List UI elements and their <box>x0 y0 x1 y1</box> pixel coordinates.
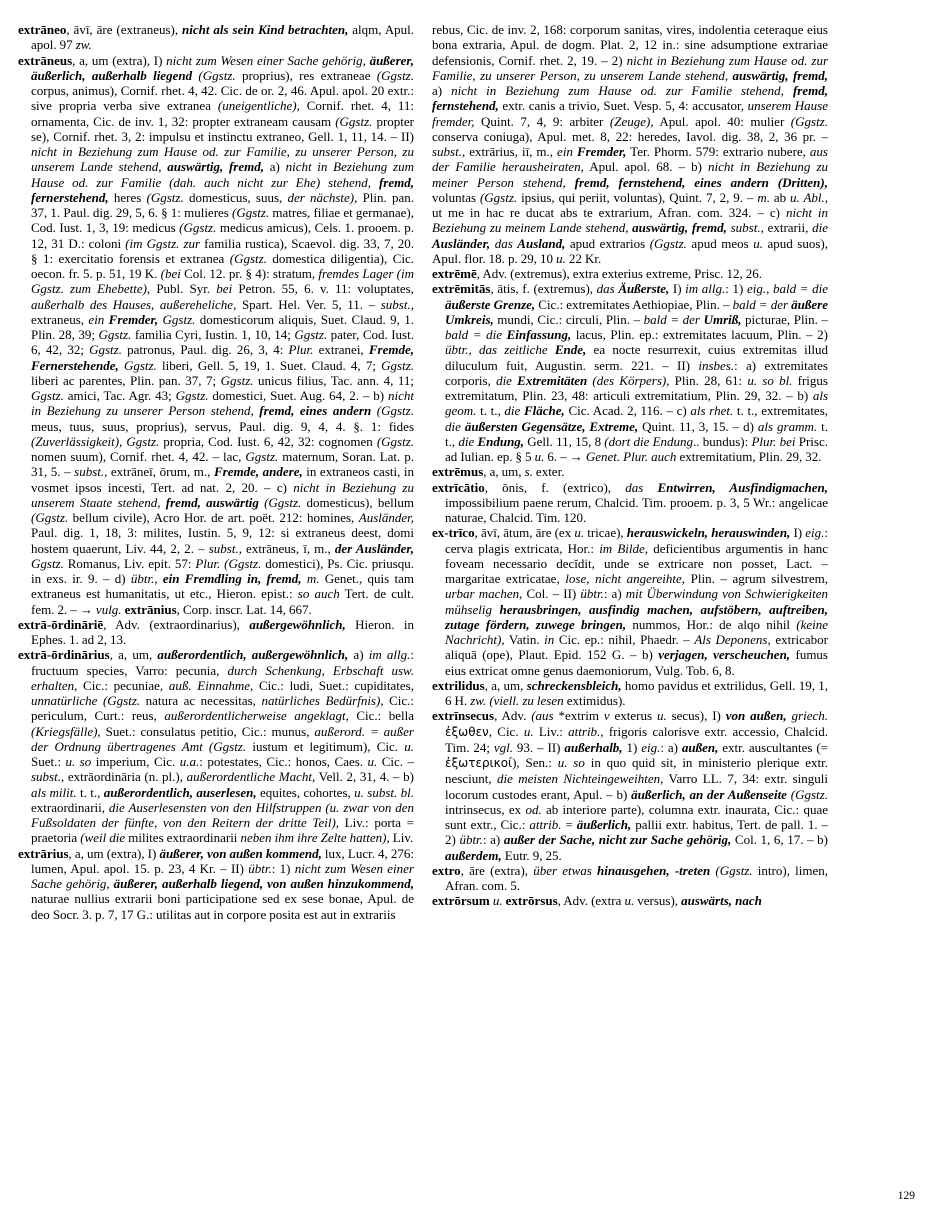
left-column <box>18 22 414 922</box>
dictionary-entry-extricatio: extrīcātio, ōnis, f. (extrico), das Entwirren, Ausfindigmachen, impossibilium paene rerum, Chalcid. Tim. prooem. p. 3, 5 Wr.: angelicae naturae, Chalcid. Tim. 120. <box>432 479 828 525</box>
dictionary-entry-extrilidus: extrilidus, a, um, schreckensbleich, homo pavidus et extrilidus, Gell. 19, 1, 6 H. zw. (viell. zu lesen extimidus). <box>432 677 828 708</box>
page-number: 129 <box>897 1190 915 1202</box>
dictionary-entry-extrorsum: extrōrsum u. extrōrsus, Adv. (extra u. versus), auswärts, nach <box>432 893 762 909</box>
dictionary-entry-extreme: extrēmē, Adv. (extremus), extra exterius extreme, Prisc. 12, 26. <box>432 266 763 281</box>
dictionary-entry-extro: extro, āre (extra), über etwas hinausgehen, -treten (Ggstz. intro), limen, Afran. com. 5. <box>432 862 828 893</box>
page-columns <box>18 22 917 922</box>
dictionary-entry-extrarius-cont: rebus, Cic. de inv. 2, 168: corporum sanitas, vires, indolentia ceteraque eius bona extraria, Apul. de dogm. Plat. 2, 12 in.: sine adsumptione extrariae defensionis, Cornif. rhet. 2, 19. – 2) nicht in Beziehung zum Hause od. zur Familie, zu unserer Person, zu unserem Lande stehend, auswärtig, fremd, a) nicht in Beziehung zum Hause od. zur Familie stehend, fremd, fernstehend, extr. canis a trivio, Suet. Vesp. 5, 4: accusator, unserem Hause fremder, Quint. 7, 4, 9: arbiter (Zeuge), Apul. apol. 40: mulier (Ggstz. conserva coniuga), Apul. met. 8, 22: heredes, Iavol. dig. 38, 2, 36 pr. – subst., extrārius, iī, m., ein Fremder, Ter. Phorm. 579: extrario nubere, aus der Familie herausheiraten, Apul. apol. 68. – b) nicht in Beziehung zu meiner Person stehend, fremd, fernstehend, eines andern (Dritten), voluntas (Ggstz. ipsius, qui periit, voluntas), Quint. 7, 2, 9. – m. ab u. Abl., ut me in hac re ducat abs te extrarium, Afran. com. 324. – c) nicht in Beziehung zu meinem Lande stehend, auswärtig, fremd, subst., extrarii, die Ausländer, das Ausland, apud extrarios (Ggstz. apud meos u. apud suos), Apul. flor. 18. p. 29, 10 u. 22 Kr. <box>432 22 829 266</box>
dictionary-entry-extrarius: extrārius, a, um (extra), I) äußerer, von außen kommend, lux, Lucr. 4, 276: lumen, Apul. apol. 15. p. 23, 4 Kr. – II) übtr.: 1) nicht zum Wesen einer Sache gehörig, äußerer, außerhalb liegend, von außen hinzukommend, naturae nullius extrarii boni participatione sed ex sese bonae, Apul. de deo Socr. 3. p. 7, 17 G.: utilitas aut in corpore posita est aut in extrariis <box>18 845 415 922</box>
dictionary-entry-extraneus: extrāneus, a, um (extra), I) nicht zum Wesen einer Sache gehörig, äußerer, äußerlich, außerhalb liegend (Ggstz. proprius), res extraneae (Ggstz. corpus, animus), Cornif. rhet. 4, 42. Cic. de or. 2, 46. Apul. apol. 20 extr.: sive propria verba sive extranea (uneigentliche), Cornif. rhet. 4, 11: ornamenta, Cic. de inv. 1, 32: propter extraneam causam (Ggstz. propter se), Cornif. rhet. 3, 2: impulsu et instinctu extraneo, Gell. 1, 11, 14. – II) nicht in Beziehung zum Hause od. zur Familie, zu unserer Person, zu unserem Lande stehend, auswärtig, fremd, a) nicht in Beziehung zum Hause od. zur Familie (dah. auch nicht zur Ehe) stehend, fremd, fernerstehend, heres (Ggstz. domesticus, suus, der nächste), Plin. pan. 37, 1. Paul. dig. 29, 5, 6. § 1: mulieres (Ggstz. matres, filiae et germanae), Cod. Iust. 1, 3, 19: medicus (Ggstz. medicus amicus), Cels. 1. prooem. p. 12, 31 D.: coloni (im Ggstz. zur familia rustica), Scaevol. dig. 33, 7, 20. § 1: exercitatio forensis et extranea (Ggstz. domestica diligentia), Cic. oecon. fr. 5. p. 51, 19 K. (bei Col. 12. pr. § 4): stratum, fremdes Lager (im Ggstz. zum Ehebette), Publ. Syr. bei Petron. 55, 6. v. 11: voluptates, außerhalb des Hauses, außereheliche, Spart. Hel. Ver. 5, 11. – subst., extraneus, ein Fremder, Ggstz. domesticorum aliquis, Suet. Claud. 9, 1. Plin. 28, 39; Ggstz. familia Cyri, Iustin. 1, 10, 14; Ggstz. pater, Cod. Iust. 6, 42, 32; Ggstz. patronus, Paul. dig. 26, 3, 4: Plur. extranei, Fremde, Fernerstehende, Ggstz. liberi, Gell. 5, 19, 1. Suet. Claud. 4, 7; Ggstz. liberi ac parentes, Plin. pan. 37, 7; Ggstz. unicus filius, Tac. ann. 4, 11; Ggstz. amici, Tac. Agr. 43; Ggstz. domestici, Suet. Aug. 64, 2. – b) nicht in Beziehung zu unserer Person stehend, fremd, eines andern (Ggstz. meus, tuus, suus, proprius), servus, Paul. dig. 9, 4, 4. §. 1: fides (Zuverlässigkeit), Ggstz. propria, Cod. Iust. 6, 42, 32: cognomen (Ggstz. nomen suum), Cornif. rhet. 4, 42. – lac, Ggstz. maternum, Soran. Lat. p. 31, 5. – subst., extrāneī, ōrum, m., Fremde, andere, in extraneos casti, in vosmet ipsos incesti, Tert. ad nat. 2, 20. – c) nicht in Beziehung zu unserem Staate stehend, fremd, auswärtig (Ggstz. domesticus), bellum (Ggstz. bellum civile), Acro Hor. de art. poët. 212: homines, Ausländer, Paul. dig. 1, 18, 3: milites, Iustin. 5, 9, 12: si extraneus deest, domi hostem quaerunt, Liv. 44, 2, 2. – subst., extrāneus, ī, m., der Ausländer, Ggstz. Romanus, Liv. epit. 57: Plur. (Ggstz. domestici), Ps. Cic. priusqu. in exs. ir. 9. – d) übtr., ein Fremdling in, fremd, m. Genet., quis tam extraneus est humanitatis, ut etc., Hieron. epist.: so auch Tert. de cult. fem. 2. – → vulg. extrānius, Corp. inscr. Lat. 14, 667. <box>18 52 415 617</box>
dictionary-entry-extremitas: extrēmitās, ātis, f. (extremus), das Äußerste, I) im allg.: 1) eig., bald = die äußerste Grenze, Cic.: extremitates Aethiopiae, Plin. – bald = der äußere Umkreis, mundi, Cic.: circuli, Plin. – bald = der Umriß, picturae, Plin. – bald = die Einfassung, lacus, Plin. ep.: extremitates lacuum, Plin. – 2) übtr., das zeitliche Ende, ea nocte resurrexit, cuius extremitas illud diluculum fuit, Augustin. serm. 221. – II) insbes.: a) extremitates corporis, die Extremitäten (des Körpers), Plin. 28, 61: u. so bl. frigus extremitatum, Plin. 23, 48: articuli extremitatium, Plin. 29, 32. – b) als geom. t. t., die Fläche, Cic. Acad. 2, 116. – c) als rhet. t. t., extremitates, die äußersten Gegensätze, Extreme, Quint. 11, 3, 15. – d) als gramm. t. t., die Endung, Gell. 11, 15, 8 (dort die Endung.. bundus): Plur. bei Prisc. ad Iulian. ep. § 5 u. 6. – → Genet. Plur. auch extremitatium, Plin. 29, 32. <box>432 281 829 464</box>
dictionary-entry-extra-ordinarius: extrā-ōrdinārius, a, um, außerordentlich, außergewöhnlich, a) im allg.: fructuum species, Varro: pecunia, durch Schenkung, Erbschaft usw. erhalten, Cic.: pecuniae, auß. Einnahme, Cic.: ludi, Suet.: cupiditates, unnatürliche (Ggstz. natura ac necessitas, natürliches Bedürfnis), Cic.: periculum, Curt.: reus, außerordentlicherweise angeklagt, Cic.: bella (Kriegsfälle), Suet.: consulatus petitio, Cic.: munus, außerord. = außer der Ordnung übertragenes Amt (Ggstz. iustum et legitimum), Cic. u. Suet.: u. so imperium, Cic. u.a.: potestates, Cic.: honos, Caes. u. Cic. – subst., extrāordināria (n. pl.), außerordentliche Macht, Vell. 2, 31, 4. – b) als milit. t. t., außerordentlich, auserlesen, equites, cohortes, u. subst. bl. extraordinarii, die Auserlesensten von den Hilfstruppen (u. zwar von den Fußsoldaten der fünfte, von den Reitern der dritte Teil), Liv.: porta = praetoria (weil die milites extraordinarii neben ihm ihre Zelte hatten), Liv. <box>18 647 415 846</box>
dictionary-entry-extra-ordinarie: extrā-ōrdināriē, Adv. (extraordinarius), außergewöhnlich, Hieron. in Ephes. 1. ad 2, 13. <box>18 616 414 647</box>
dictionary-entry-extraneo: extrāneo, āvī, āre (extraneus), nicht als sein Kind betrachten, alqm, Apul. apol. 97 zw. <box>18 22 414 53</box>
dictionary-entry-extremus: extrēmus, a, um, s. exter. <box>432 464 565 480</box>
dictionary-entry-ex-trico: ex-trīco, āvī, ātum, āre (ex u. tricae), herauswickeln, herauswinden, I) eig.: cerva plagis extricata, Hor.: im Bilde, deficientibus argumentis in hanc foveam necessario decĭdit, unde se extricare non posset, Lact. – margaritae extricatae, lose, nicht angereihte, Plin. – agrum silvestrem, urbar machen, Col. – II) übtr.: a) mit Überwindung von Schwierigkeiten mühselig herausbringen, ausfindig machen, aufstöbern, auftreiben, zutage fördern, zuwege bringen, nummos, Hor.: de alqo nihil (keine Nachricht), Vatin. in Cic. ep.: nihil, Phaedr. – Als Deponens, extricabor aliquā (ope), Plaut. Epid. 152 G. – b) verjagen, verscheuchen, fumus eius extricat omne genus daemoniorum, Vulg. Tob. 6, 8. <box>432 525 829 678</box>
right-column <box>432 22 828 909</box>
dictionary-entry-extrinsecus: extrīnsecus, Adv. (aus *extrim v exterus u. secus), I) von außen, griech. ἐξωθεν, Cic. u. Liv.: attrib., frigoris calorisve extr. accessio, Chalcid. Tim. 24; vgl. 93. – II) außerhalb, 1) eig.: a) außen, extr. auscultantes (= ἐξωτερικοί), Sen.: u. so in quo quid sit, in ministerio plerique extr. nesciunt, die meisten Nichteingeweihten, Varro LL. 7, 34: extr. singuli locorum custodes erant, Apul. – b) äußerlich, an der Außenseite (Ggstz. intrinsecus, ex od. ab interiore parte), columna extr. inaurata, Cic.: quae sunt extr., Cic.: attrib. = äußerlich, pallii extr. habitus, Tert. de pall. 1. – 2) übtr.: a) außer der Sache, nicht zur Sache gehörig, Col. 1, 6, 17. – b) außerdem, Eutr. 9, 25. <box>432 708 829 863</box>
